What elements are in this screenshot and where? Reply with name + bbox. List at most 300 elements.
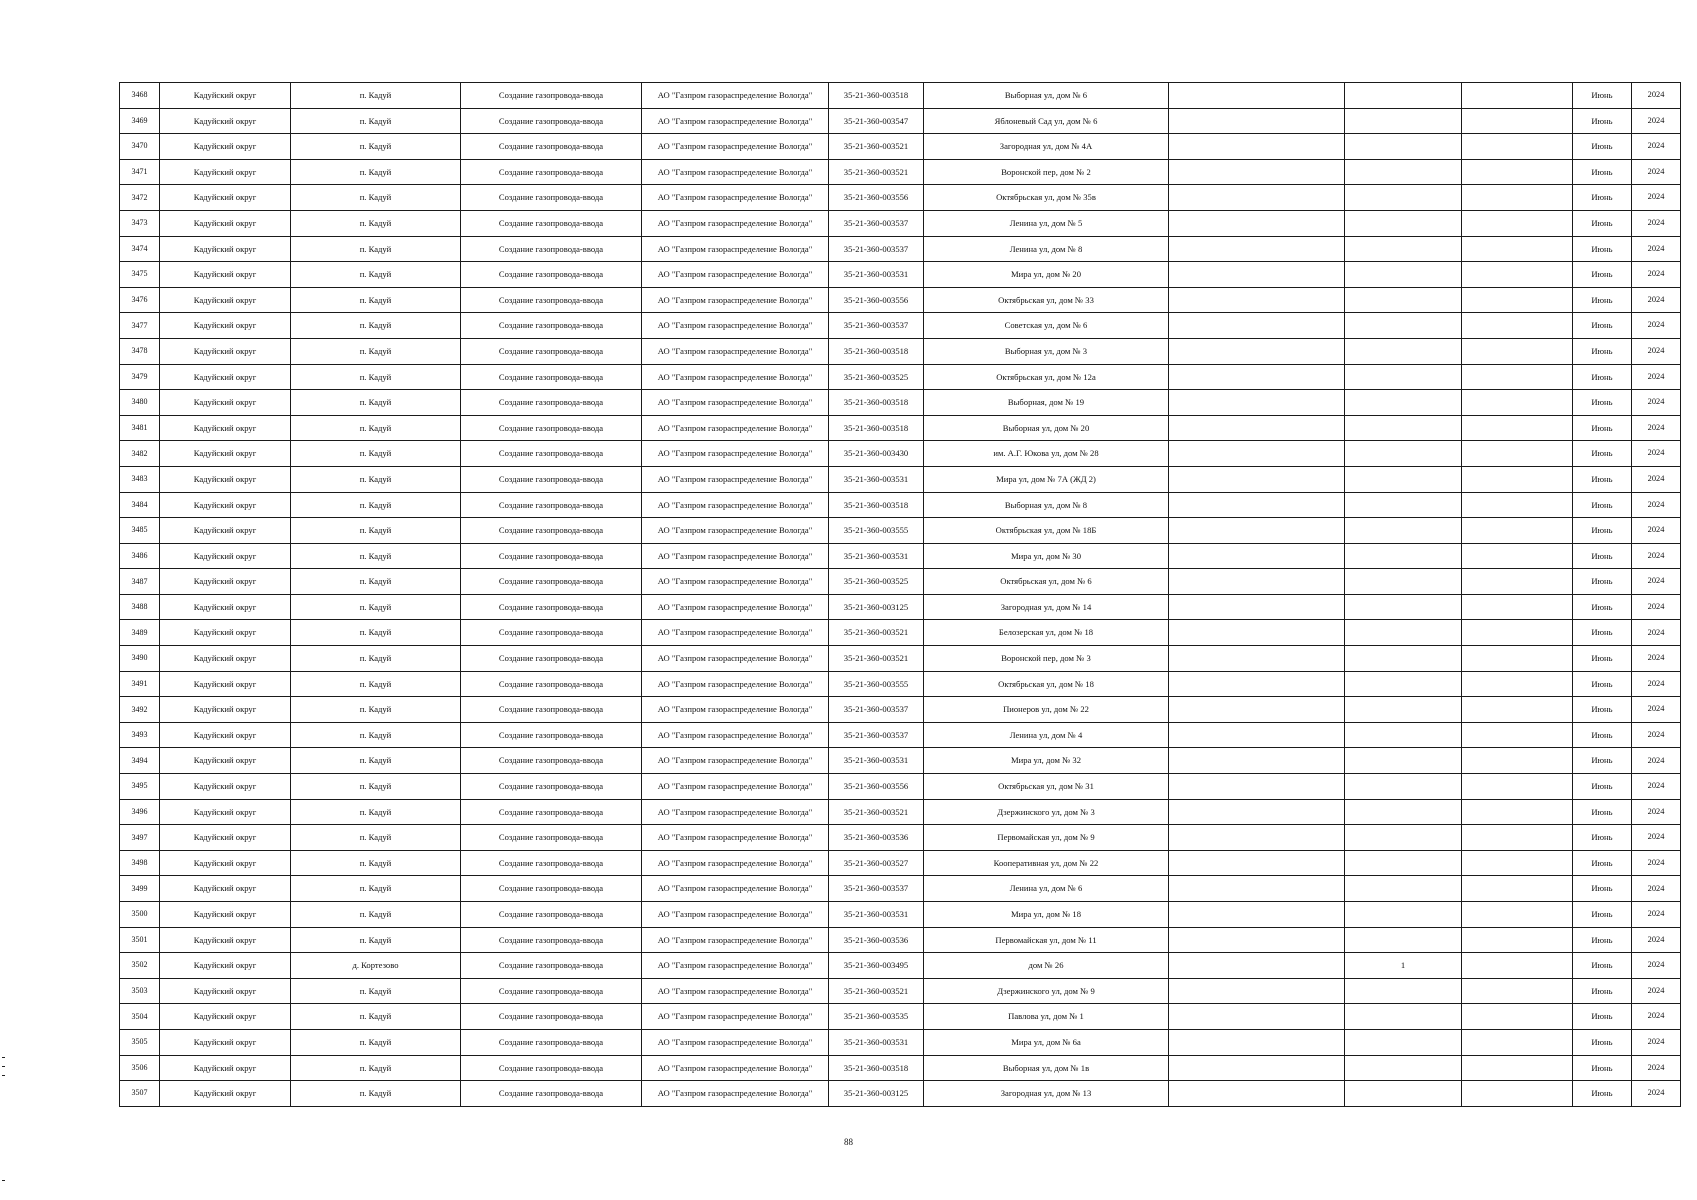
cell-year: 2024	[1632, 518, 1681, 544]
cell-month: Июнь	[1573, 1004, 1632, 1030]
cell-settlement: п. Кадуй	[291, 774, 461, 800]
cell-address: Советская ул, дом № 6	[924, 313, 1169, 339]
cell-month: Июнь	[1573, 902, 1632, 928]
cell-address: Мира ул, дом № 20	[924, 262, 1169, 288]
cell-month: Июнь	[1573, 390, 1632, 416]
cell-cadastral-number: 35-21-360-003531	[829, 543, 924, 569]
cell-organization: АО "Газпром газораспределение Вологда"	[642, 287, 829, 313]
cell-cadastral-number: 35-21-360-003521	[829, 978, 924, 1004]
cell-year: 2024	[1632, 134, 1681, 160]
cell-settlement: п. Кадуй	[291, 978, 461, 1004]
table-row	[120, 518, 1681, 544]
cell-work-type: Создание газопровода-ввода	[461, 876, 642, 902]
cell-num: 3493	[120, 722, 160, 748]
cell-year: 2024	[1632, 543, 1681, 569]
cell-organization: АО "Газпром газораспределение Вологда"	[642, 748, 829, 774]
cell-settlement: п. Кадуй	[291, 569, 461, 595]
cell-extra-1	[1169, 799, 1345, 825]
cell-district: Кадуйский округ	[160, 134, 291, 160]
cell-address: Ленина ул, дом № 8	[924, 236, 1169, 262]
cell-address: Воронской пер, дом № 2	[924, 159, 1169, 185]
cell-extra-2	[1345, 543, 1462, 569]
cell-cadastral-number: 35-21-360-003556	[829, 185, 924, 211]
cell-organization: АО "Газпром газораспределение Вологда"	[642, 927, 829, 953]
cell-num: 3499	[120, 876, 160, 902]
scan-mark	[2, 1057, 5, 1058]
cell-extra-1	[1169, 902, 1345, 928]
cell-extra-2	[1345, 492, 1462, 518]
cell-month: Июнь	[1573, 646, 1632, 672]
cell-work-type: Создание газопровода-ввода	[461, 287, 642, 313]
cell-year: 2024	[1632, 313, 1681, 339]
cell-district: Кадуйский округ	[160, 287, 291, 313]
cell-extra-2	[1345, 1029, 1462, 1055]
cell-district: Кадуйский округ	[160, 671, 291, 697]
cell-extra-3	[1462, 927, 1573, 953]
cell-district: Кадуйский округ	[160, 210, 291, 236]
cell-extra-3	[1462, 1029, 1573, 1055]
cell-address: Выборная ул, дом № 6	[924, 83, 1169, 109]
cell-num: 3500	[120, 902, 160, 928]
cell-year: 2024	[1632, 799, 1681, 825]
page-number: 88	[844, 1137, 853, 1147]
cell-address: Мира ул, дом № 7А (ЖД 2)	[924, 466, 1169, 492]
cell-extra-1	[1169, 876, 1345, 902]
cell-extra-1	[1169, 646, 1345, 672]
cell-year: 2024	[1632, 236, 1681, 262]
cell-extra-3	[1462, 594, 1573, 620]
cell-organization: АО "Газпром газораспределение Вологда"	[642, 876, 829, 902]
cell-extra-3	[1462, 722, 1573, 748]
cell-extra-2	[1345, 774, 1462, 800]
cell-num: 3469	[120, 108, 160, 134]
cell-settlement: п. Кадуй	[291, 697, 461, 723]
cell-extra-2	[1345, 287, 1462, 313]
cell-work-type: Создание газопровода-ввода	[461, 313, 642, 339]
cell-address: дом № 26	[924, 953, 1169, 979]
cell-num: 3504	[120, 1004, 160, 1030]
cell-extra-1	[1169, 697, 1345, 723]
cell-work-type: Создание газопровода-ввода	[461, 774, 642, 800]
cell-address: Октябрьская ул, дом № 6	[924, 569, 1169, 595]
cell-extra-2	[1345, 338, 1462, 364]
cell-settlement: п. Кадуй	[291, 287, 461, 313]
cell-work-type: Создание газопровода-ввода	[461, 697, 642, 723]
cell-work-type: Создание газопровода-ввода	[461, 364, 642, 390]
cell-extra-3	[1462, 953, 1573, 979]
cell-district: Кадуйский округ	[160, 1004, 291, 1030]
cell-month: Июнь	[1573, 466, 1632, 492]
cell-settlement: п. Кадуй	[291, 313, 461, 339]
cell-address: Первомайская ул, дом № 11	[924, 927, 1169, 953]
cell-settlement: п. Кадуй	[291, 825, 461, 851]
cell-extra-3	[1462, 262, 1573, 288]
cell-extra-1	[1169, 390, 1345, 416]
cell-address: Воронской пер, дом № 3	[924, 646, 1169, 672]
cell-work-type: Создание газопровода-ввода	[461, 543, 642, 569]
cell-extra-2	[1345, 518, 1462, 544]
cell-year: 2024	[1632, 287, 1681, 313]
cell-organization: АО "Газпром газораспределение Вологда"	[642, 1004, 829, 1030]
cell-district: Кадуйский округ	[160, 441, 291, 467]
scan-mark	[2, 1075, 5, 1076]
cell-num: 3503	[120, 978, 160, 1004]
cell-work-type: Создание газопровода-ввода	[461, 1081, 642, 1107]
cell-month: Июнь	[1573, 441, 1632, 467]
cell-month: Июнь	[1573, 236, 1632, 262]
table-row	[120, 569, 1681, 595]
cell-work-type: Создание газопровода-ввода	[461, 569, 642, 595]
cell-address: Мира ул, дом № 18	[924, 902, 1169, 928]
cell-address: Пионеров ул, дом № 22	[924, 697, 1169, 723]
cell-organization: АО "Газпром газораспределение Вологда"	[642, 569, 829, 595]
cell-address: Мира ул, дом № 30	[924, 543, 1169, 569]
table-row	[120, 697, 1681, 723]
cell-work-type: Создание газопровода-ввода	[461, 1004, 642, 1030]
cell-extra-2	[1345, 646, 1462, 672]
table-row	[120, 620, 1681, 646]
cell-district: Кадуйский округ	[160, 185, 291, 211]
cell-organization: АО "Газпром газораспределение Вологда"	[642, 415, 829, 441]
cell-extra-1	[1169, 671, 1345, 697]
cell-month: Июнь	[1573, 876, 1632, 902]
cell-work-type: Создание газопровода-ввода	[461, 722, 642, 748]
cell-organization: АО "Газпром газораспределение Вологда"	[642, 134, 829, 160]
cell-cadastral-number: 35-21-360-003536	[829, 927, 924, 953]
cell-work-type: Создание газопровода-ввода	[461, 978, 642, 1004]
cell-district: Кадуйский округ	[160, 492, 291, 518]
cell-extra-3	[1462, 108, 1573, 134]
cell-district: Кадуйский округ	[160, 850, 291, 876]
cell-cadastral-number: 35-21-360-003531	[829, 902, 924, 928]
cell-extra-3	[1462, 748, 1573, 774]
cell-settlement: п. Кадуй	[291, 466, 461, 492]
cell-year: 2024	[1632, 1004, 1681, 1030]
cell-num: 3477	[120, 313, 160, 339]
cell-num: 3488	[120, 594, 160, 620]
cell-year: 2024	[1632, 594, 1681, 620]
cell-settlement: п. Кадуй	[291, 876, 461, 902]
cell-settlement: п. Кадуй	[291, 185, 461, 211]
cell-work-type: Создание газопровода-ввода	[461, 594, 642, 620]
cell-address: Павлова ул, дом № 1	[924, 1004, 1169, 1030]
cell-extra-2	[1345, 722, 1462, 748]
cell-num: 3483	[120, 466, 160, 492]
table-row	[120, 978, 1681, 1004]
cell-year: 2024	[1632, 825, 1681, 851]
cell-district: Кадуйский округ	[160, 415, 291, 441]
cell-month: Июнь	[1573, 159, 1632, 185]
cell-organization: АО "Газпром газораспределение Вологда"	[642, 543, 829, 569]
cell-month: Июнь	[1573, 1055, 1632, 1081]
cell-work-type: Создание газопровода-ввода	[461, 646, 642, 672]
cell-year: 2024	[1632, 83, 1681, 109]
cell-organization: АО "Газпром газораспределение Вологда"	[642, 159, 829, 185]
cell-settlement: п. Кадуй	[291, 108, 461, 134]
table-row	[120, 287, 1681, 313]
cell-work-type: Создание газопровода-ввода	[461, 1055, 642, 1081]
cell-extra-1	[1169, 83, 1345, 109]
cell-cadastral-number: 35-21-360-003555	[829, 671, 924, 697]
cell-year: 2024	[1632, 569, 1681, 595]
cell-work-type: Создание газопровода-ввода	[461, 953, 642, 979]
cell-extra-1	[1169, 1029, 1345, 1055]
cell-month: Июнь	[1573, 364, 1632, 390]
cell-extra-2	[1345, 799, 1462, 825]
cell-address: Выборная ул, дом № 1в	[924, 1055, 1169, 1081]
cell-num: 3489	[120, 620, 160, 646]
cell-address: Ленина ул, дом № 4	[924, 722, 1169, 748]
cell-extra-3	[1462, 287, 1573, 313]
cell-cadastral-number: 35-21-360-003531	[829, 1029, 924, 1055]
cell-month: Июнь	[1573, 620, 1632, 646]
cell-cadastral-number: 35-21-360-003518	[829, 83, 924, 109]
cell-extra-1	[1169, 543, 1345, 569]
cell-extra-1	[1169, 850, 1345, 876]
cell-month: Июнь	[1573, 594, 1632, 620]
cell-year: 2024	[1632, 364, 1681, 390]
cell-num: 3492	[120, 697, 160, 723]
cell-settlement: п. Кадуй	[291, 671, 461, 697]
cell-district: Кадуйский округ	[160, 978, 291, 1004]
cell-organization: АО "Газпром газораспределение Вологда"	[642, 671, 829, 697]
cell-year: 2024	[1632, 722, 1681, 748]
cell-work-type: Создание газопровода-ввода	[461, 236, 642, 262]
cell-extra-3	[1462, 492, 1573, 518]
cell-year: 2024	[1632, 108, 1681, 134]
cell-district: Кадуйский округ	[160, 569, 291, 595]
cell-extra-2	[1345, 697, 1462, 723]
cell-num: 3497	[120, 825, 160, 851]
cell-cadastral-number: 35-21-360-003531	[829, 466, 924, 492]
cell-address: Мира ул, дом № 32	[924, 748, 1169, 774]
cell-year: 2024	[1632, 210, 1681, 236]
cell-organization: АО "Газпром газораспределение Вологда"	[642, 774, 829, 800]
cell-district: Кадуйский округ	[160, 338, 291, 364]
cell-extra-3	[1462, 1055, 1573, 1081]
table-row	[120, 210, 1681, 236]
cell-extra-1	[1169, 927, 1345, 953]
cell-extra-2	[1345, 466, 1462, 492]
cell-month: Июнь	[1573, 338, 1632, 364]
cell-work-type: Создание газопровода-ввода	[461, 134, 642, 160]
table-row	[120, 159, 1681, 185]
cell-work-type: Создание газопровода-ввода	[461, 466, 642, 492]
cell-district: Кадуйский округ	[160, 774, 291, 800]
cell-extra-2	[1345, 210, 1462, 236]
cell-work-type: Создание газопровода-ввода	[461, 1029, 642, 1055]
cell-extra-2: 1	[1345, 953, 1462, 979]
cell-settlement: п. Кадуй	[291, 441, 461, 467]
cell-cadastral-number: 35-21-360-003518	[829, 338, 924, 364]
table-row	[120, 466, 1681, 492]
cell-work-type: Создание газопровода-ввода	[461, 338, 642, 364]
cell-year: 2024	[1632, 671, 1681, 697]
cell-year: 2024	[1632, 697, 1681, 723]
cell-settlement: п. Кадуй	[291, 646, 461, 672]
cell-year: 2024	[1632, 415, 1681, 441]
table-row	[120, 594, 1681, 620]
cell-extra-1	[1169, 159, 1345, 185]
cell-organization: АО "Газпром газораспределение Вологда"	[642, 313, 829, 339]
cell-address: Выборная ул, дом № 3	[924, 338, 1169, 364]
cell-district: Кадуйский округ	[160, 83, 291, 109]
cell-address: Загородная ул, дом № 4А	[924, 134, 1169, 160]
table-row	[120, 390, 1681, 416]
cell-year: 2024	[1632, 978, 1681, 1004]
cell-settlement: п. Кадуй	[291, 799, 461, 825]
table-row	[120, 774, 1681, 800]
cell-work-type: Создание газопровода-ввода	[461, 390, 642, 416]
cell-extra-2	[1345, 390, 1462, 416]
cell-district: Кадуйский округ	[160, 902, 291, 928]
cell-extra-1	[1169, 313, 1345, 339]
cell-cadastral-number: 35-21-360-003537	[829, 876, 924, 902]
cell-extra-2	[1345, 569, 1462, 595]
cell-cadastral-number: 35-21-360-003531	[829, 262, 924, 288]
cell-num: 3475	[120, 262, 160, 288]
table-row	[120, 441, 1681, 467]
cell-settlement: п. Кадуй	[291, 1081, 461, 1107]
table-row	[120, 236, 1681, 262]
cell-work-type: Создание газопровода-ввода	[461, 83, 642, 109]
cell-num: 3481	[120, 415, 160, 441]
cell-settlement: п. Кадуй	[291, 620, 461, 646]
table-row	[120, 671, 1681, 697]
cell-num: 3505	[120, 1029, 160, 1055]
cell-extra-1	[1169, 466, 1345, 492]
cell-cadastral-number: 35-21-360-003521	[829, 620, 924, 646]
cell-extra-3	[1462, 159, 1573, 185]
table-row	[120, 338, 1681, 364]
cell-district: Кадуйский округ	[160, 313, 291, 339]
cell-month: Июнь	[1573, 927, 1632, 953]
cell-cadastral-number: 35-21-360-003531	[829, 748, 924, 774]
cell-num: 3484	[120, 492, 160, 518]
cell-address: Октябрьская ул, дом № 12а	[924, 364, 1169, 390]
cell-address: Дзержинского ул, дом № 3	[924, 799, 1169, 825]
cell-district: Кадуйский округ	[160, 1055, 291, 1081]
cell-extra-1	[1169, 1081, 1345, 1107]
cell-organization: АО "Газпром газораспределение Вологда"	[642, 594, 829, 620]
cell-extra-2	[1345, 185, 1462, 211]
table-row	[120, 953, 1681, 979]
cell-month: Июнь	[1573, 210, 1632, 236]
cell-year: 2024	[1632, 748, 1681, 774]
cell-organization: АО "Газпром газораспределение Вологда"	[642, 390, 829, 416]
cell-settlement: п. Кадуй	[291, 236, 461, 262]
table-row	[120, 262, 1681, 288]
cell-extra-2	[1345, 441, 1462, 467]
cell-address: Октябрьская ул, дом № 33	[924, 287, 1169, 313]
cell-num: 3502	[120, 953, 160, 979]
table-row	[120, 415, 1681, 441]
data-table	[119, 82, 1681, 1107]
cell-district: Кадуйский округ	[160, 262, 291, 288]
table-row	[120, 1004, 1681, 1030]
cell-extra-3	[1462, 466, 1573, 492]
cell-num: 3472	[120, 185, 160, 211]
cell-organization: АО "Газпром газораспределение Вологда"	[642, 902, 829, 928]
table-row	[120, 876, 1681, 902]
table-row	[120, 134, 1681, 160]
cell-cadastral-number: 35-21-360-003525	[829, 364, 924, 390]
cell-extra-1	[1169, 236, 1345, 262]
cell-address: Октябрьская ул, дом № 35в	[924, 185, 1169, 211]
cell-month: Июнь	[1573, 774, 1632, 800]
cell-organization: АО "Газпром газораспределение Вологда"	[642, 1055, 829, 1081]
cell-organization: АО "Газпром газораспределение Вологда"	[642, 1081, 829, 1107]
cell-cadastral-number: 35-21-360-003536	[829, 825, 924, 851]
cell-address: Октябрьская ул, дом № 31	[924, 774, 1169, 800]
cell-extra-3	[1462, 210, 1573, 236]
cell-year: 2024	[1632, 492, 1681, 518]
cell-district: Кадуйский округ	[160, 159, 291, 185]
cell-work-type: Создание газопровода-ввода	[461, 185, 642, 211]
cell-cadastral-number: 35-21-360-003518	[829, 492, 924, 518]
cell-settlement: д. Кортезово	[291, 953, 461, 979]
cell-extra-3	[1462, 1081, 1573, 1107]
cell-extra-2	[1345, 978, 1462, 1004]
cell-month: Июнь	[1573, 134, 1632, 160]
table-row	[120, 364, 1681, 390]
cell-extra-3	[1462, 441, 1573, 467]
cell-num: 3490	[120, 646, 160, 672]
cell-extra-1	[1169, 262, 1345, 288]
table-row	[120, 543, 1681, 569]
cell-num: 3486	[120, 543, 160, 569]
cell-extra-2	[1345, 850, 1462, 876]
cell-year: 2024	[1632, 262, 1681, 288]
cell-settlement: п. Кадуй	[291, 927, 461, 953]
cell-num: 3482	[120, 441, 160, 467]
cell-work-type: Создание газопровода-ввода	[461, 159, 642, 185]
cell-address: Октябрьская ул, дом № 18	[924, 671, 1169, 697]
cell-work-type: Создание газопровода-ввода	[461, 748, 642, 774]
cell-cadastral-number: 35-21-360-003537	[829, 313, 924, 339]
cell-extra-1	[1169, 722, 1345, 748]
cell-cadastral-number: 35-21-360-003430	[829, 441, 924, 467]
cell-settlement: п. Кадуй	[291, 338, 461, 364]
cell-num: 3498	[120, 850, 160, 876]
cell-settlement: п. Кадуй	[291, 210, 461, 236]
cell-year: 2024	[1632, 620, 1681, 646]
cell-district: Кадуйский округ	[160, 722, 291, 748]
cell-extra-3	[1462, 518, 1573, 544]
cell-organization: АО "Газпром газораспределение Вологда"	[642, 953, 829, 979]
cell-work-type: Создание газопровода-ввода	[461, 850, 642, 876]
cell-extra-2	[1345, 159, 1462, 185]
cell-settlement: п. Кадуй	[291, 415, 461, 441]
cell-address: Кооперативная ул, дом № 22	[924, 850, 1169, 876]
scan-mark	[2, 1180, 5, 1181]
cell-organization: АО "Газпром газораспределение Вологда"	[642, 210, 829, 236]
cell-organization: АО "Газпром газораспределение Вологда"	[642, 722, 829, 748]
cell-district: Кадуйский округ	[160, 1029, 291, 1055]
cell-district: Кадуйский округ	[160, 748, 291, 774]
cell-extra-3	[1462, 902, 1573, 928]
cell-work-type: Создание газопровода-ввода	[461, 927, 642, 953]
cell-extra-1	[1169, 134, 1345, 160]
cell-extra-3	[1462, 774, 1573, 800]
cell-year: 2024	[1632, 774, 1681, 800]
cell-address: Дзержинского ул, дом № 9	[924, 978, 1169, 1004]
cell-extra-1	[1169, 185, 1345, 211]
cell-month: Июнь	[1573, 953, 1632, 979]
cell-year: 2024	[1632, 646, 1681, 672]
cell-extra-1	[1169, 338, 1345, 364]
cell-extra-2	[1345, 876, 1462, 902]
